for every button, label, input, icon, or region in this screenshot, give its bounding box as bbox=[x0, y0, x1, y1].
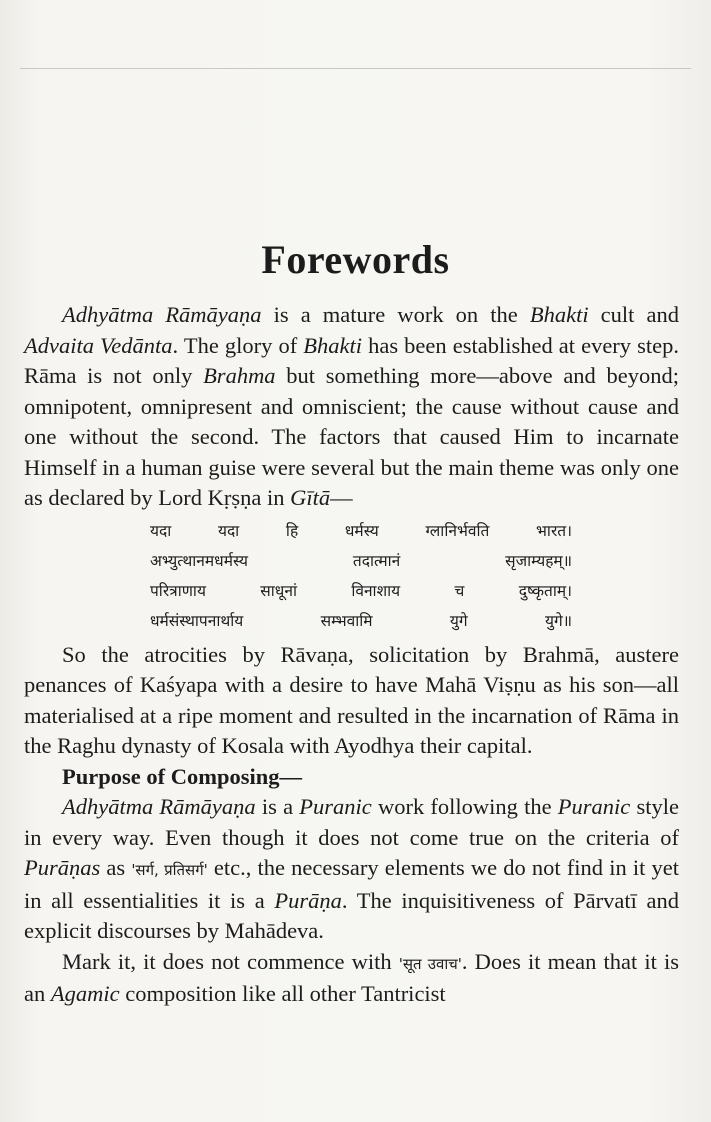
page-title: Forewords bbox=[261, 237, 450, 282]
section-heading: Purpose of Composing— bbox=[62, 763, 303, 789]
italic-term: Adhyātma Rāmāyaṇa bbox=[62, 794, 256, 819]
verse-line: अभ्युत्थानमधर्मस्य तदात्मानं सृजाम्यहम्॥ bbox=[150, 551, 572, 570]
body-text bbox=[24, 300, 679, 1010]
devanagari-quote: 'सूत उवाच' bbox=[398, 954, 462, 973]
text-run: etc., the necessary elements we do not find in it yet in all essentialities it is a bbox=[24, 855, 679, 913]
text-run: is a bbox=[255, 794, 300, 819]
header-rule bbox=[20, 68, 691, 69]
text-run: — bbox=[330, 485, 353, 510]
verse-line: परित्राणाय साधूनां विनाशाय च दुष्कृताम्। bbox=[150, 581, 572, 600]
paragraph-atrocities: So the atrocities by Rāvaṇa, solicitation by Brahmā, austere penances of Kaśyapa with a desire to have Mahā Viṣṇu as his son—all materialised at a ripe moment and resulted in the incarnation of Rāma in the Raghu dynasty of Kosala with Ayodhya their capital. bbox=[24, 641, 679, 758]
italic-term: Purāṇas bbox=[24, 855, 101, 880]
paragraph-agamic bbox=[24, 947, 679, 1010]
paragraph-intro bbox=[24, 300, 679, 514]
italic-term: Puranic bbox=[557, 794, 631, 819]
text-run: . The glory of bbox=[172, 332, 304, 358]
text-run: . The inquisitiveness of Pārvatī and explicit discourses by Mahādeva. bbox=[24, 887, 679, 943]
text-run: cult and bbox=[588, 302, 679, 327]
italic-term: Bhakti bbox=[303, 332, 363, 358]
text-run: composition like all other Tantricist bbox=[119, 981, 446, 1006]
italic-term: Agamic bbox=[50, 981, 120, 1006]
text-run: as bbox=[100, 855, 132, 880]
italic-term: Bhakti bbox=[529, 302, 589, 327]
text-run: style in every way. Even though it does not come true on the criteria of bbox=[24, 794, 679, 850]
devanagari-quote: 'सर्ग, प्रतिसर्ग' bbox=[131, 861, 208, 879]
text-run: . Does it mean that it is an bbox=[24, 948, 679, 1006]
text-run: has been established at every step. Rāma is not only bbox=[24, 332, 679, 388]
verse-line: यदा यदा हि धर्मस्य ग्लानिर्भवति भारत। bbox=[150, 521, 572, 540]
italic-term: Gītā bbox=[290, 485, 331, 510]
text-run: Mark it, it does not commence with bbox=[62, 948, 399, 974]
sanskrit-verse bbox=[24, 516, 680, 636]
italic-term: Adhyātma Rāmāyaṇa bbox=[62, 302, 262, 327]
italic-term: Brahma bbox=[203, 363, 276, 388]
italic-term: Advaita Vedānta bbox=[24, 332, 173, 358]
text-run: work following the bbox=[371, 794, 558, 819]
paragraph-puranic bbox=[24, 792, 679, 947]
italic-term: Purāṇa bbox=[274, 887, 342, 913]
text-run: but something more—above and beyond; omnipotent, omnipresent and omniscient; the cause without cause and one without the second. The factors that caused Him to incarnate Himself in a human guise were several but the main theme was only one as declared by Lord Kṛṣṇa in bbox=[24, 363, 679, 510]
italic-term: Puranic bbox=[299, 794, 372, 819]
text-run: is a mature work on the bbox=[261, 302, 530, 327]
verse-line: धर्मसंस्थापनार्थाय सम्भवामि युगे युगे॥ bbox=[150, 611, 572, 630]
